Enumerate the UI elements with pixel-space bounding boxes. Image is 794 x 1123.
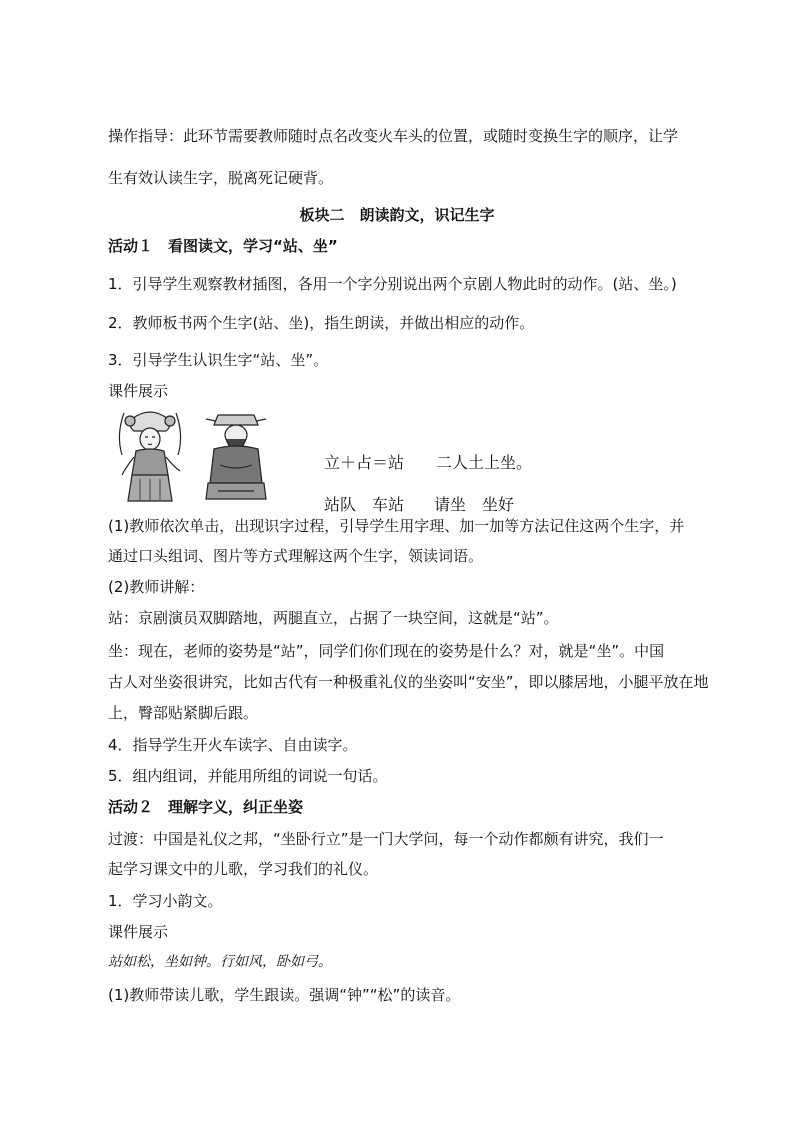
teaching-step-2: (2)教师讲解： [108, 578, 205, 596]
explain-zuo-cont-1: 古人对坐姿很讲究，比如古代有一种极重礼仪的坐姿叫“安坐”，即以膝居地，小腿平放在地 [108, 673, 709, 691]
step-1: 1．引导学生观察教材插图，各用一个字分别说出两个京剧人物此时的动作。(站、坐。) [108, 275, 677, 293]
explain-zhan: 站：京剧演员双脚踏地，两腿直立，占据了一块空间，这就是“站”。 [108, 609, 559, 627]
words-zhan: 站队 车站 [324, 495, 405, 514]
step-5: 5．组内组词，并能用所组的词说一句话。 [108, 767, 388, 785]
activity-1-heading: 活动１ 看图读文，学习“站、坐” [108, 237, 338, 255]
courseware-label-2: 课件展示 [108, 923, 169, 941]
formula-zuo: 二人土上坐。 [436, 453, 533, 472]
step-2: 2．教师板书两个生字(站、坐)，指生朗读，并做出相应的动作。 [108, 314, 535, 332]
opera-figure-standing-image [110, 405, 190, 505]
explain-zuo: 坐：现在，老师的姿势是“站”，同学们你们现在的姿势是什么？对，就是“坐”。中国 [108, 642, 665, 660]
formula-zhan: 立＋占＝站 [324, 453, 405, 472]
section-title: 板块二 朗读韵文，识记生字 [299, 206, 495, 224]
learning-step-1: 1．学习小韵文。 [108, 892, 223, 910]
courseware-label-1: 课件展示 [108, 382, 169, 400]
opera-figure-sitting-image [200, 405, 272, 503]
teaching-step-1-cont: 通过口头组词、图片等方式理解这两个生字，领读词语。 [108, 547, 484, 565]
learning-step-1-1: (1)教师带读儿歌，学生跟读。强调“钟”“松”的读音。 [108, 986, 461, 1004]
paragraph-operation-guide: 操作指导：此环节需要教师随时点名改变火车头的位置，或随时变换生字的顺序，让学 [108, 127, 679, 145]
words-zuo: 请坐 坐好 [434, 495, 515, 514]
transition-text-cont: 起学习课文中的儿歌，学习我们的礼仪。 [108, 860, 379, 878]
step-4: 4．指导学生开火车读字、自由读字。 [108, 736, 358, 754]
step-3: 3．引导学生认识生字“站、坐”。 [108, 351, 329, 369]
paragraph-operation-guide-cont: 生有效认读生字，脱离死记硬背。 [108, 169, 334, 187]
teaching-step-1: (1)教师依次单击，出现识字过程，引导学生用字理、加一加等方法记住这两个生字，并 [108, 517, 685, 535]
explain-zuo-cont-2: 上，臀部贴紧脚后跟。 [108, 704, 259, 722]
transition-text: 过渡：中国是礼仪之邦，“坐卧行立”是一门大学问，每一个动作都颇有讲究，我们一 [108, 830, 664, 848]
poem-text: 站如松，坐如钟。行如风，卧如弓。 [108, 954, 332, 970]
activity-2-heading: 活动２ 理解字义，纠正坐姿 [108, 798, 304, 816]
